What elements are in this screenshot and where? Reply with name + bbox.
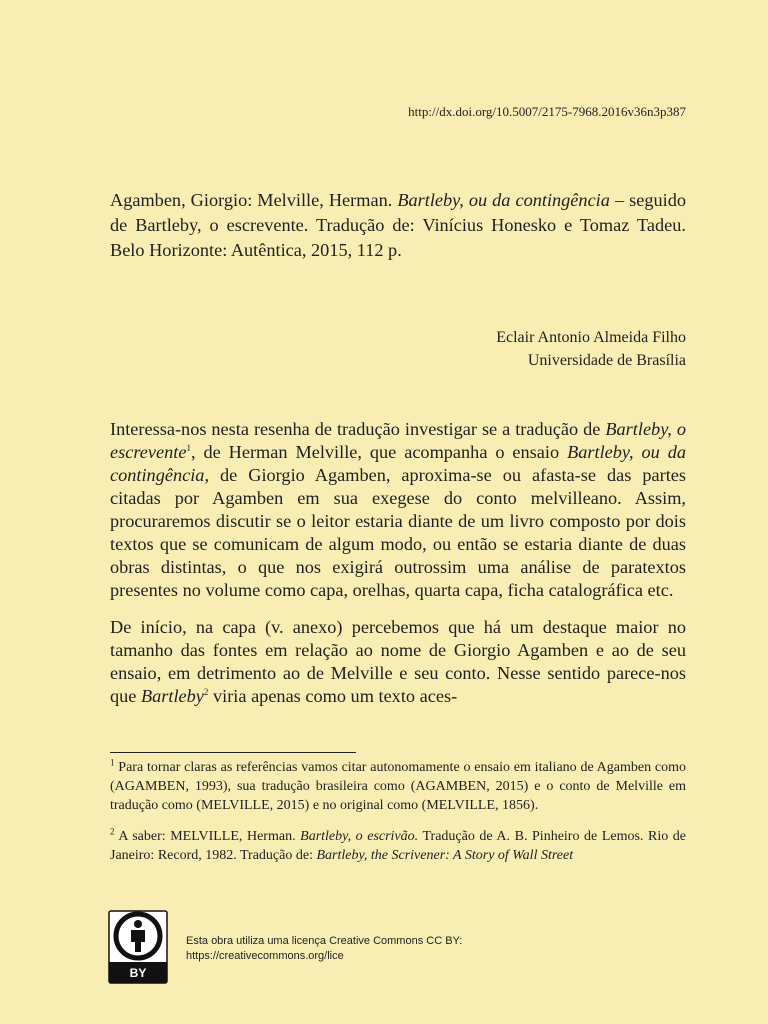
license-notice xyxy=(186,934,462,964)
footnote-2-text-a: A saber: MELVILLE, Herman. xyxy=(118,829,301,844)
footnote-1-mark: 1 xyxy=(110,757,115,768)
reviewer-name: Eclair Antonio Almeida Filho xyxy=(496,329,686,346)
footnote-separator xyxy=(110,752,356,753)
footnote-1-text: Para tornar claras as referências vamos citar autonomamente o ensaio em italiano de Agamben como (AGAMBEN, 1993), sua tradução brasileira como (AGAMBEN, 2015) e o conto de Melville em tradução como (MELVILLE, 2015) e no original como (MELVILLE, 1856). xyxy=(110,760,687,813)
license-url[interactable]: https://creativecommons.org/lice xyxy=(186,950,344,962)
p1-text-c: , de Giorgio Agamben, aproxima-se ou afasta-se das partes citadas por Agamben em sua exegese do conto melvilleano. Assim, procuraremos discutir se o leitor estaria diante de um livro composto por dois textos que se comunicam de algum modo, ou então se estaria diante de duas obras distintas, o que nos exigirá outrossim uma análise de paratextos presentes no volume como capa, orelhas, quarta capa, ficha catalográfica etc. xyxy=(110,465,686,600)
citation-authors: Agamben, Giorgio: Melville, Herman. xyxy=(110,190,393,210)
footnotes xyxy=(110,758,686,877)
footnote-2-text-b: Tradução de A. B. Pinheiro de Lemos. Rio de Janeiro: Record, 1982. Tradução de: xyxy=(110,829,687,863)
p1-text-a: Interessa-nos nesta resenha de tradução investigar se a tradução de xyxy=(110,419,606,439)
citation-details: – seguido de Bartleby, o escrevente. Tradução de: Vinícius Honesko e Tomaz Tadeu. Belo Horizonte: Autêntica, 2015, 112 p. xyxy=(110,190,686,260)
p1-title-bartleby: Bartleby, o escrevente xyxy=(110,419,686,462)
license-line-1: Esta obra utiliza uma licença Creative Commons CC BY: xyxy=(186,935,463,947)
body-paragraph-2 xyxy=(110,616,686,708)
reviewer-affiliation: Universidade de Brasília xyxy=(527,352,686,369)
p2-title-bartleby: Bartleby xyxy=(140,686,204,706)
footnote-ref-2[interactable]: 2 xyxy=(203,686,209,697)
creative-commons-by-icon xyxy=(108,910,168,984)
reviewer-block xyxy=(496,326,686,372)
footnote-2-mark: 2 xyxy=(110,826,115,837)
review-body xyxy=(110,418,686,722)
body-paragraph-1 xyxy=(110,418,686,602)
p2-text-a: De início, na capa (v. anexo) percebemos que há um destaque maior no tamanho das fontes em relação ao nome de Giorgio Agamben e ao de seu ensaio, em detrimento ao de Melville e seu conto. Nesse sentido parece-nos que xyxy=(110,617,686,706)
footnote-2 xyxy=(110,827,686,865)
p1-title-contingencia: Bartleby, ou da contingência xyxy=(110,442,686,485)
doi-link[interactable]: http://dx.doi.org/10.5007/2175-7968.2016v36n3p387 xyxy=(408,104,686,119)
p2-text-b: viria apenas como um texto aces- xyxy=(208,686,458,706)
footnote-2-title-scrivener: Bartleby, the Scrivener: A Story of Wall Street xyxy=(316,848,574,863)
footnote-1 xyxy=(110,758,686,815)
cc-badge-label: BY xyxy=(129,966,147,980)
p1-text-b: , de Herman Melville, que acompanha o ensaio xyxy=(190,442,568,462)
book-citation xyxy=(110,188,686,263)
citation-book-title: Bartleby, ou da contingência xyxy=(397,190,610,210)
footnote-ref-1[interactable]: 1 xyxy=(186,442,191,453)
footnote-2-title-escrivao: Bartleby, o escrivão. xyxy=(300,829,419,844)
